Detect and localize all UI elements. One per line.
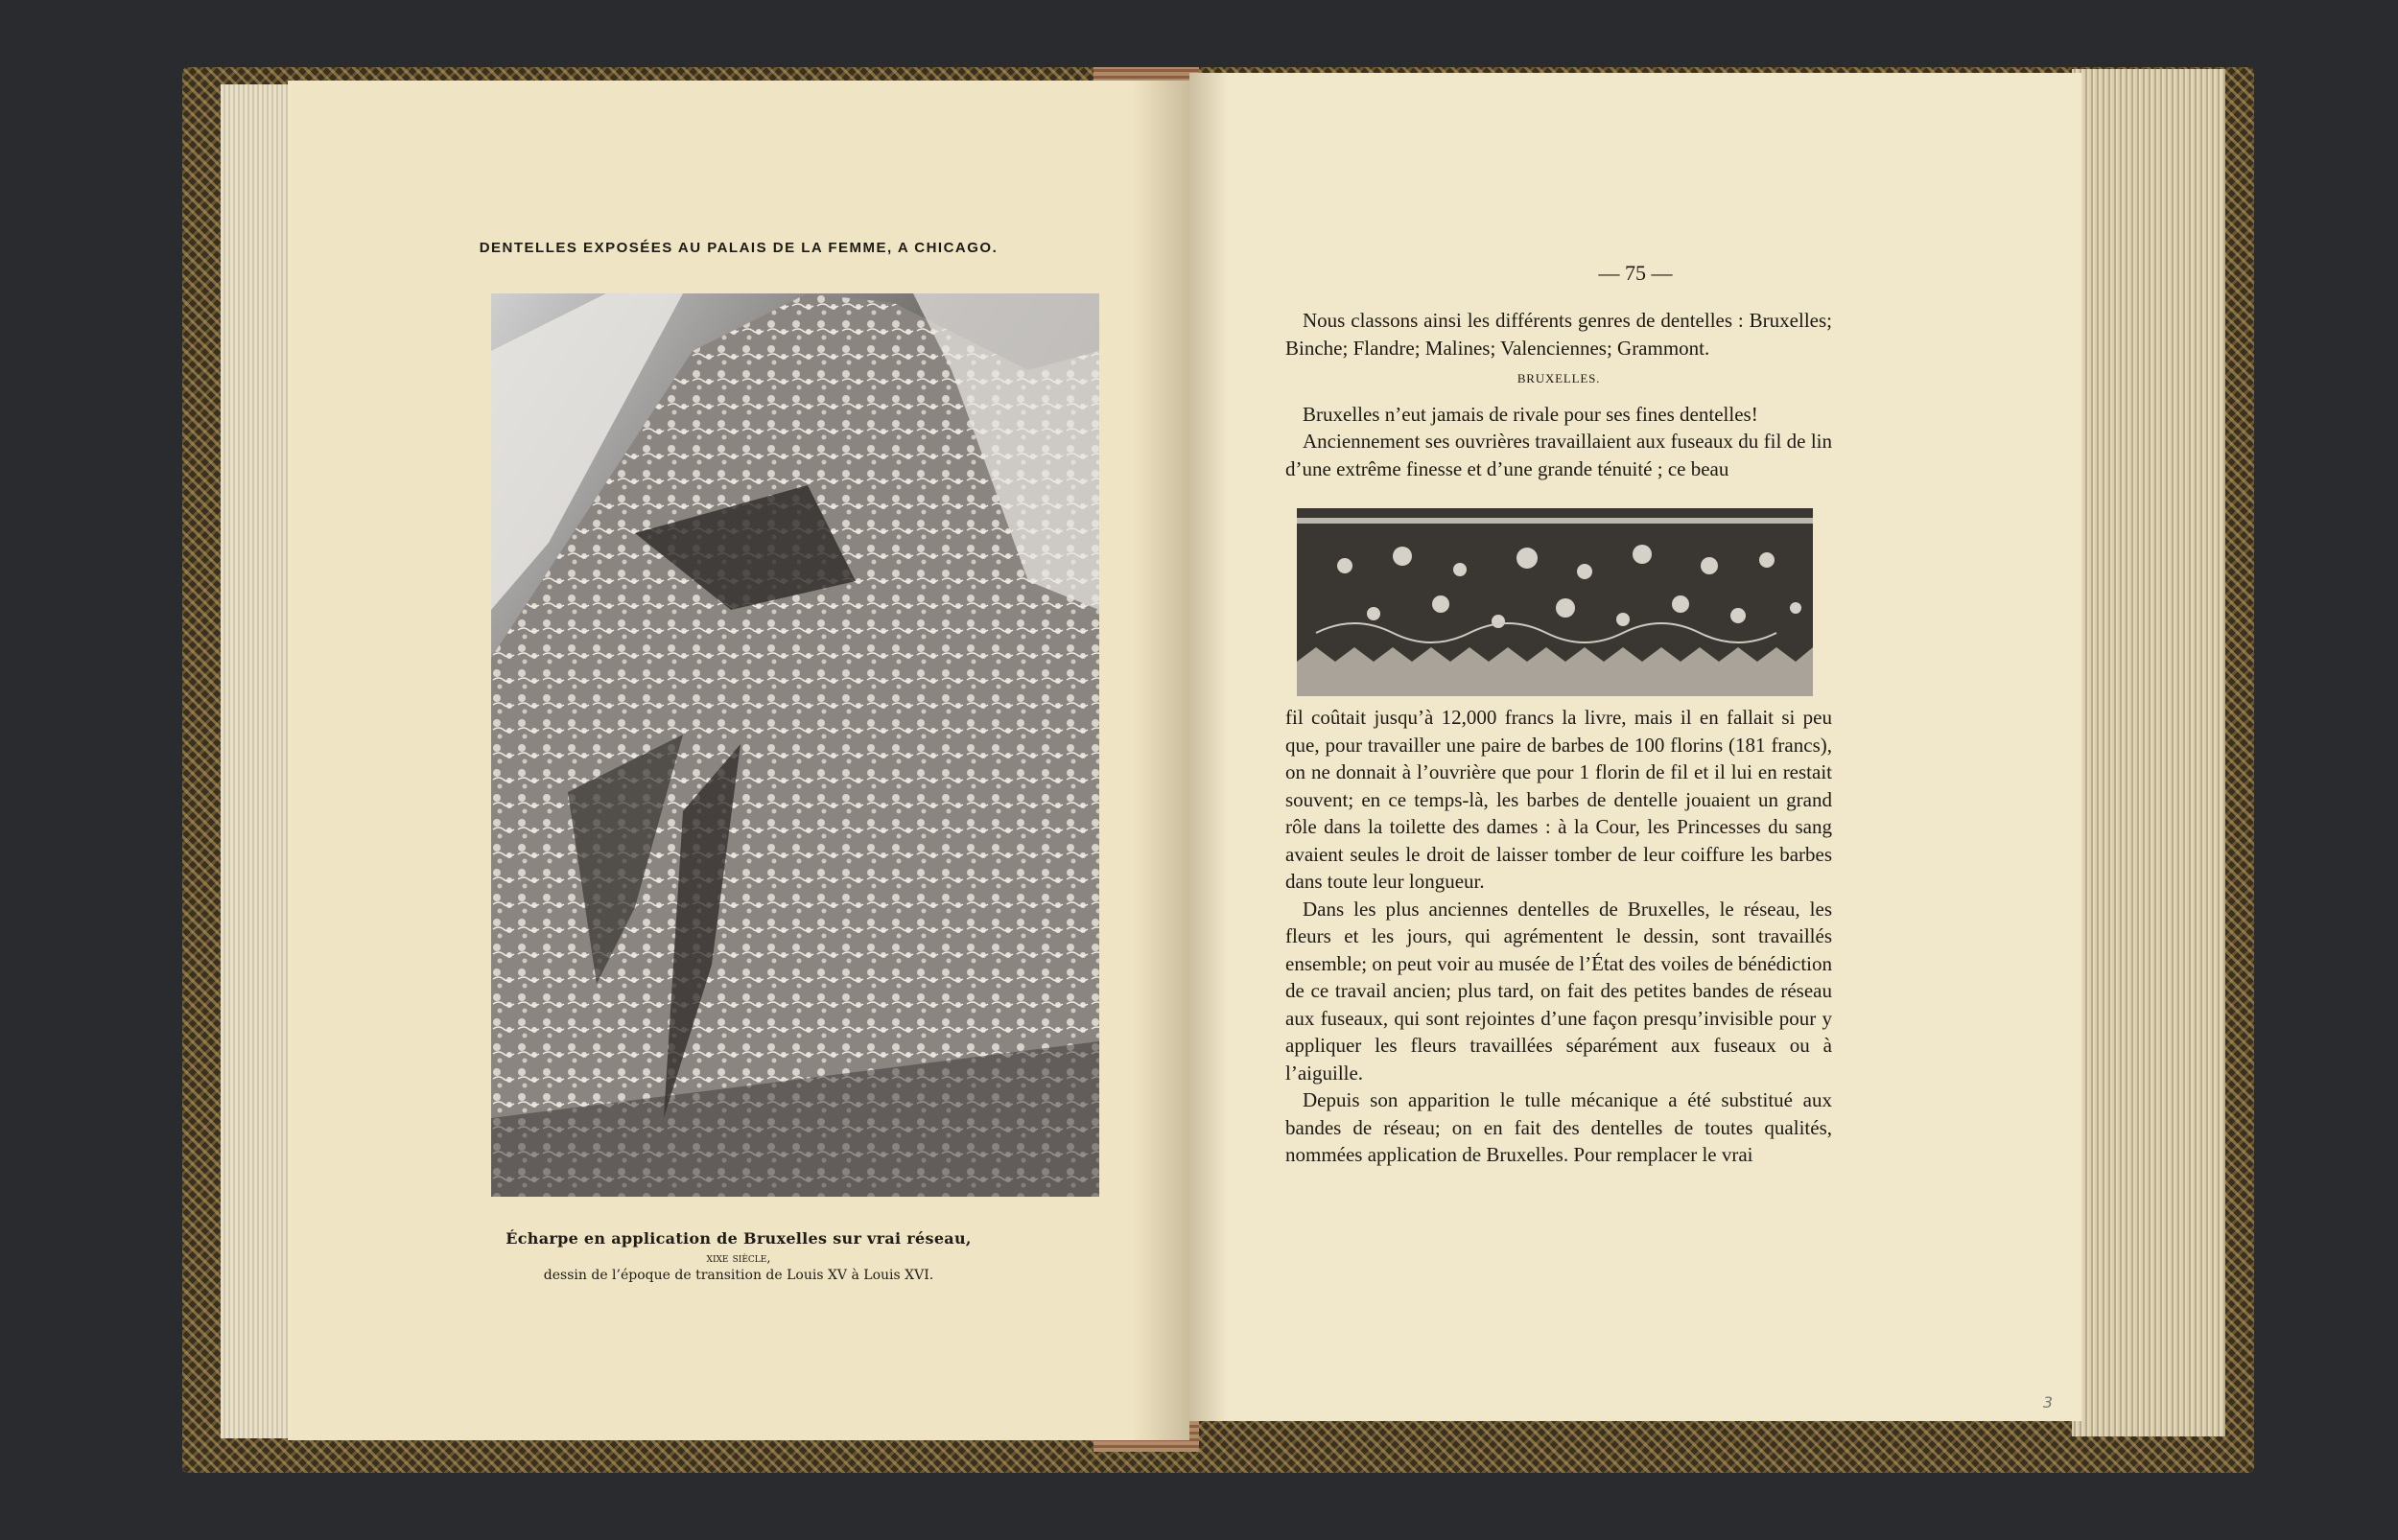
- text-block-bottom: [1285, 704, 1832, 1169]
- paragraph: Dans les plus anciennes dentelles de Bruxelles, le réseau, les fleurs et les jours, qui agrémentent le dessin, sont travaillés ensemble; on peut voir au musée de l’État des voiles de bénédiction de ce travail ancien; plus tard, on fait des petites bandes de réseau aux fuseaux, qui sont rejointes d’une façon presqu’invisible pour y appliquer les fleurs travaillées séparément aux fuseaux ou à l’aiguille.: [1285, 897, 1832, 1085]
- paragraph: Nous classons ainsi les différents genres de dentelles : Bruxelles; Binche; Flandre; Malines; Valenciennes; Grammont.: [1285, 309, 1832, 360]
- photo-caption: [288, 1229, 1189, 1283]
- section-heading: BRUXELLES.: [1516, 371, 1601, 385]
- left-page-edges: [221, 84, 297, 1438]
- lace-border-figure: [1297, 508, 1813, 696]
- corner-pencil-mark: 3: [2042, 1393, 2053, 1412]
- lace-scarf-photograph: [491, 293, 1099, 1197]
- paragraph: Anciennement ses ouvrières travaillaient aux fuseaux du fil de lin d’une extrême finesse et d’une grande ténuité ; ce beau: [1285, 430, 1832, 480]
- paragraph: Bruxelles n’eut jamais de rivale pour ses fines dentelles!: [1303, 402, 1758, 426]
- caption-century: xixe siècle,: [706, 1251, 771, 1266]
- plate-heading: DENTELLES EXPOSÉES AU PALAIS DE LA FEMME, A CHICAGO.: [479, 240, 999, 256]
- right-page: [1189, 73, 2081, 1421]
- left-page: [288, 81, 1189, 1440]
- text-block-top: [1285, 307, 1832, 482]
- right-page-edges: [2072, 69, 2225, 1436]
- paragraph: fil coûtait jusqu’à 12,000 francs la livre, mais il en fallait si peu que, pour travailler une paire de barbes de 100 florins (181 francs), on ne donnait à l’ouvrière que pour 1 florin de fil et il lui en restait souvent; en ce temps-là, les barbes de dentelle jouaient un grand rôle dans la toilette des dames : à la Cour, les Princesses du sang avaient seules le droit de laisser tomber de leur coiffure les barbes dans toute leur longueur.: [1285, 706, 1832, 893]
- caption-title: Écharpe en application de Bruxelles sur vrai réseau,: [505, 1229, 972, 1248]
- paragraph: Depuis son apparition le tulle mécanique a été substitué aux bandes de réseau; on en fait des dentelles de toutes qualités, nommées application de Bruxelles. Pour remplacer le vrai: [1285, 1088, 1832, 1166]
- caption-description: dessin de l’époque de transition de Louis XV à Louis XVI.: [543, 1268, 934, 1283]
- page-number: — 75 —: [1598, 261, 1673, 285]
